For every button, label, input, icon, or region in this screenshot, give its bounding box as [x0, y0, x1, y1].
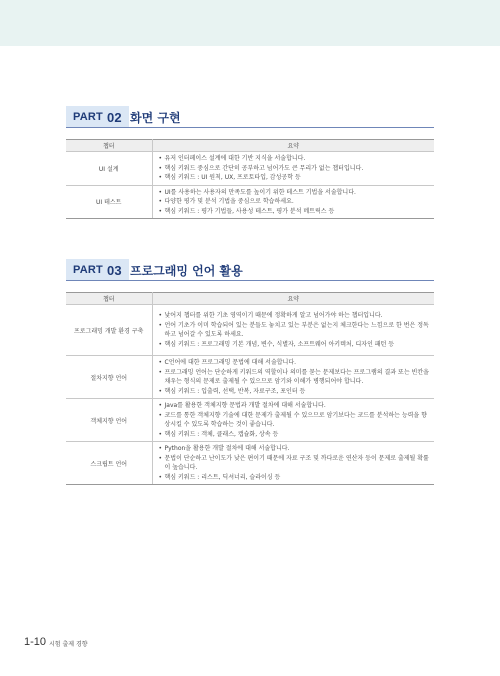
page-footer-label: 시험 출제 경향 [49, 641, 88, 648]
part-03-table [66, 292, 434, 485]
part-03-header [66, 259, 434, 281]
summary-bullet: • 코드를 통한 객체지향 기술에 대한 문제가 출제될 수 있으므로 암기보다는 코드를 분석하는 능력을 향상시킬 수 있도록 학습하는 것이 좋습니다. [159, 411, 431, 430]
table-header-row [66, 293, 434, 305]
chapter-name: 스크립트 언어 [66, 442, 152, 485]
summary-bullet: • 핵심 키워드 중심으로 간단히 공부하고 넘어가도 큰 무리가 없는 챕터입니다. [159, 164, 431, 174]
summary-bullet: • 언어 기초가 이미 학습되어 있는 분들도 놓치고 있는 부분은 없는지 체크한다는 느낌으로 한 번은 정독하고 넘어갈 수 있도록 하세요. [159, 321, 431, 340]
summary-bullet: • C언어에 대한 프로그래밍 문법에 대해 서술합니다. [159, 358, 431, 368]
part-02-badge-number: 02 [106, 109, 122, 125]
top-band [0, 0, 500, 46]
chapter-name: UI 설계 [66, 152, 152, 186]
chapter-summary [152, 152, 434, 186]
summary-bullet: • 핵심 키워드 : 객체, 클래스, 캡슐화, 상속 등 [159, 430, 431, 440]
part-02-title: 화면 구현 [130, 110, 181, 125]
chapter-summary [152, 185, 434, 219]
chapter-name: 프로그래밍 개발 환경 구축 [66, 305, 152, 356]
summary-bullet: • 핵심 키워드 : 리스트, 딕셔너리, 슬라이싱 등 [159, 473, 431, 483]
summary-bullet: • 핵심 키워드 : 평가 기법들, 사용성 테스트, 평가 분석 메트릭스 등 [159, 207, 431, 217]
part-02-header [66, 106, 434, 128]
part-02-badge-label: PART [73, 111, 103, 123]
table-row [66, 185, 434, 219]
table-row [66, 152, 434, 186]
table-row [66, 399, 434, 442]
table-row [66, 442, 434, 485]
column-header-summary: 요약 [152, 293, 434, 305]
page-number: 1-10 [24, 636, 47, 648]
part-02-rule [66, 127, 434, 128]
summary-bullet: • 문법이 단순하고 난이도가 낮은 편이기 때문에 자료 구조 및 까다로운 연산자 등이 문제로 출제될 확률이 높습니다. [159, 454, 431, 473]
summary-bullet: • UI를 사용하는 사용자의 만족도를 높이기 위한 테스트 기법을 서술합니다. [159, 188, 431, 198]
summary-bullet: • 유저 인터페이스 설계에 대한 기반 지식을 서술합니다. [159, 154, 431, 164]
table-header-row [66, 140, 434, 152]
table-row [66, 356, 434, 399]
part-03-badge [66, 259, 129, 281]
part-02-table [66, 139, 434, 219]
summary-bullet: • Python을 활용한 개발 절차에 대해 서술합니다. [159, 444, 431, 454]
column-header-subject: 챕터 [66, 140, 152, 152]
summary-bullet: • 다양한 평가 및 분석 기법을 중심으로 학습하세요. [159, 197, 431, 207]
summary-bullet: • 프로그래밍 언어는 단순하게 키워드의 역할이나 의미를 묻는 문제보다는 프로그램의 결과 또는 빈칸을 채우는 형식의 문제로 출제될 수 있으므로 암기와 이해가 병행되어야 합니다. [159, 368, 431, 387]
summary-bullet: • 낯어지 챕터를 위한 기초 영역이기 때문에 정확하게 알고 넘어가야 하는 챕터입니다. [159, 311, 431, 321]
chapter-summary [152, 442, 434, 485]
summary-bullet: • 핵심 키워드 : 입출력, 선택, 반복, 자료구조, 포인터 등 [159, 387, 431, 397]
chapter-summary [152, 305, 434, 356]
part-02-badge [66, 106, 129, 128]
summary-bullet: • Java를 활용한 객체지향 문법과 개발 절차에 대해 서술합니다. [159, 401, 431, 411]
chapter-name: 객체지향 언어 [66, 399, 152, 442]
chapter-name: 절차지향 언어 [66, 356, 152, 399]
part-03-badge-number: 03 [106, 262, 122, 278]
table-row [66, 305, 434, 356]
part-03-rule [66, 280, 434, 281]
column-header-summary: 요약 [152, 140, 434, 152]
chapter-summary [152, 399, 434, 442]
part-03-title: 프로그래밍 언어 활용 [130, 263, 243, 278]
chapter-summary [152, 356, 434, 399]
part-03-badge-label: PART [73, 264, 103, 276]
column-header-subject: 챕터 [66, 293, 152, 305]
summary-bullet: • 핵심 키워드 : 프로그래밍 기본 개념, 변수, 식별자, 소프트웨어 아키텍처, 디자인 패턴 등 [159, 340, 431, 350]
chapter-name: UI 테스트 [66, 185, 152, 219]
summary-bullet: • 핵심 키워드 : UI 원칙, UX, 프로토타입, 감성공학 등 [159, 173, 431, 183]
